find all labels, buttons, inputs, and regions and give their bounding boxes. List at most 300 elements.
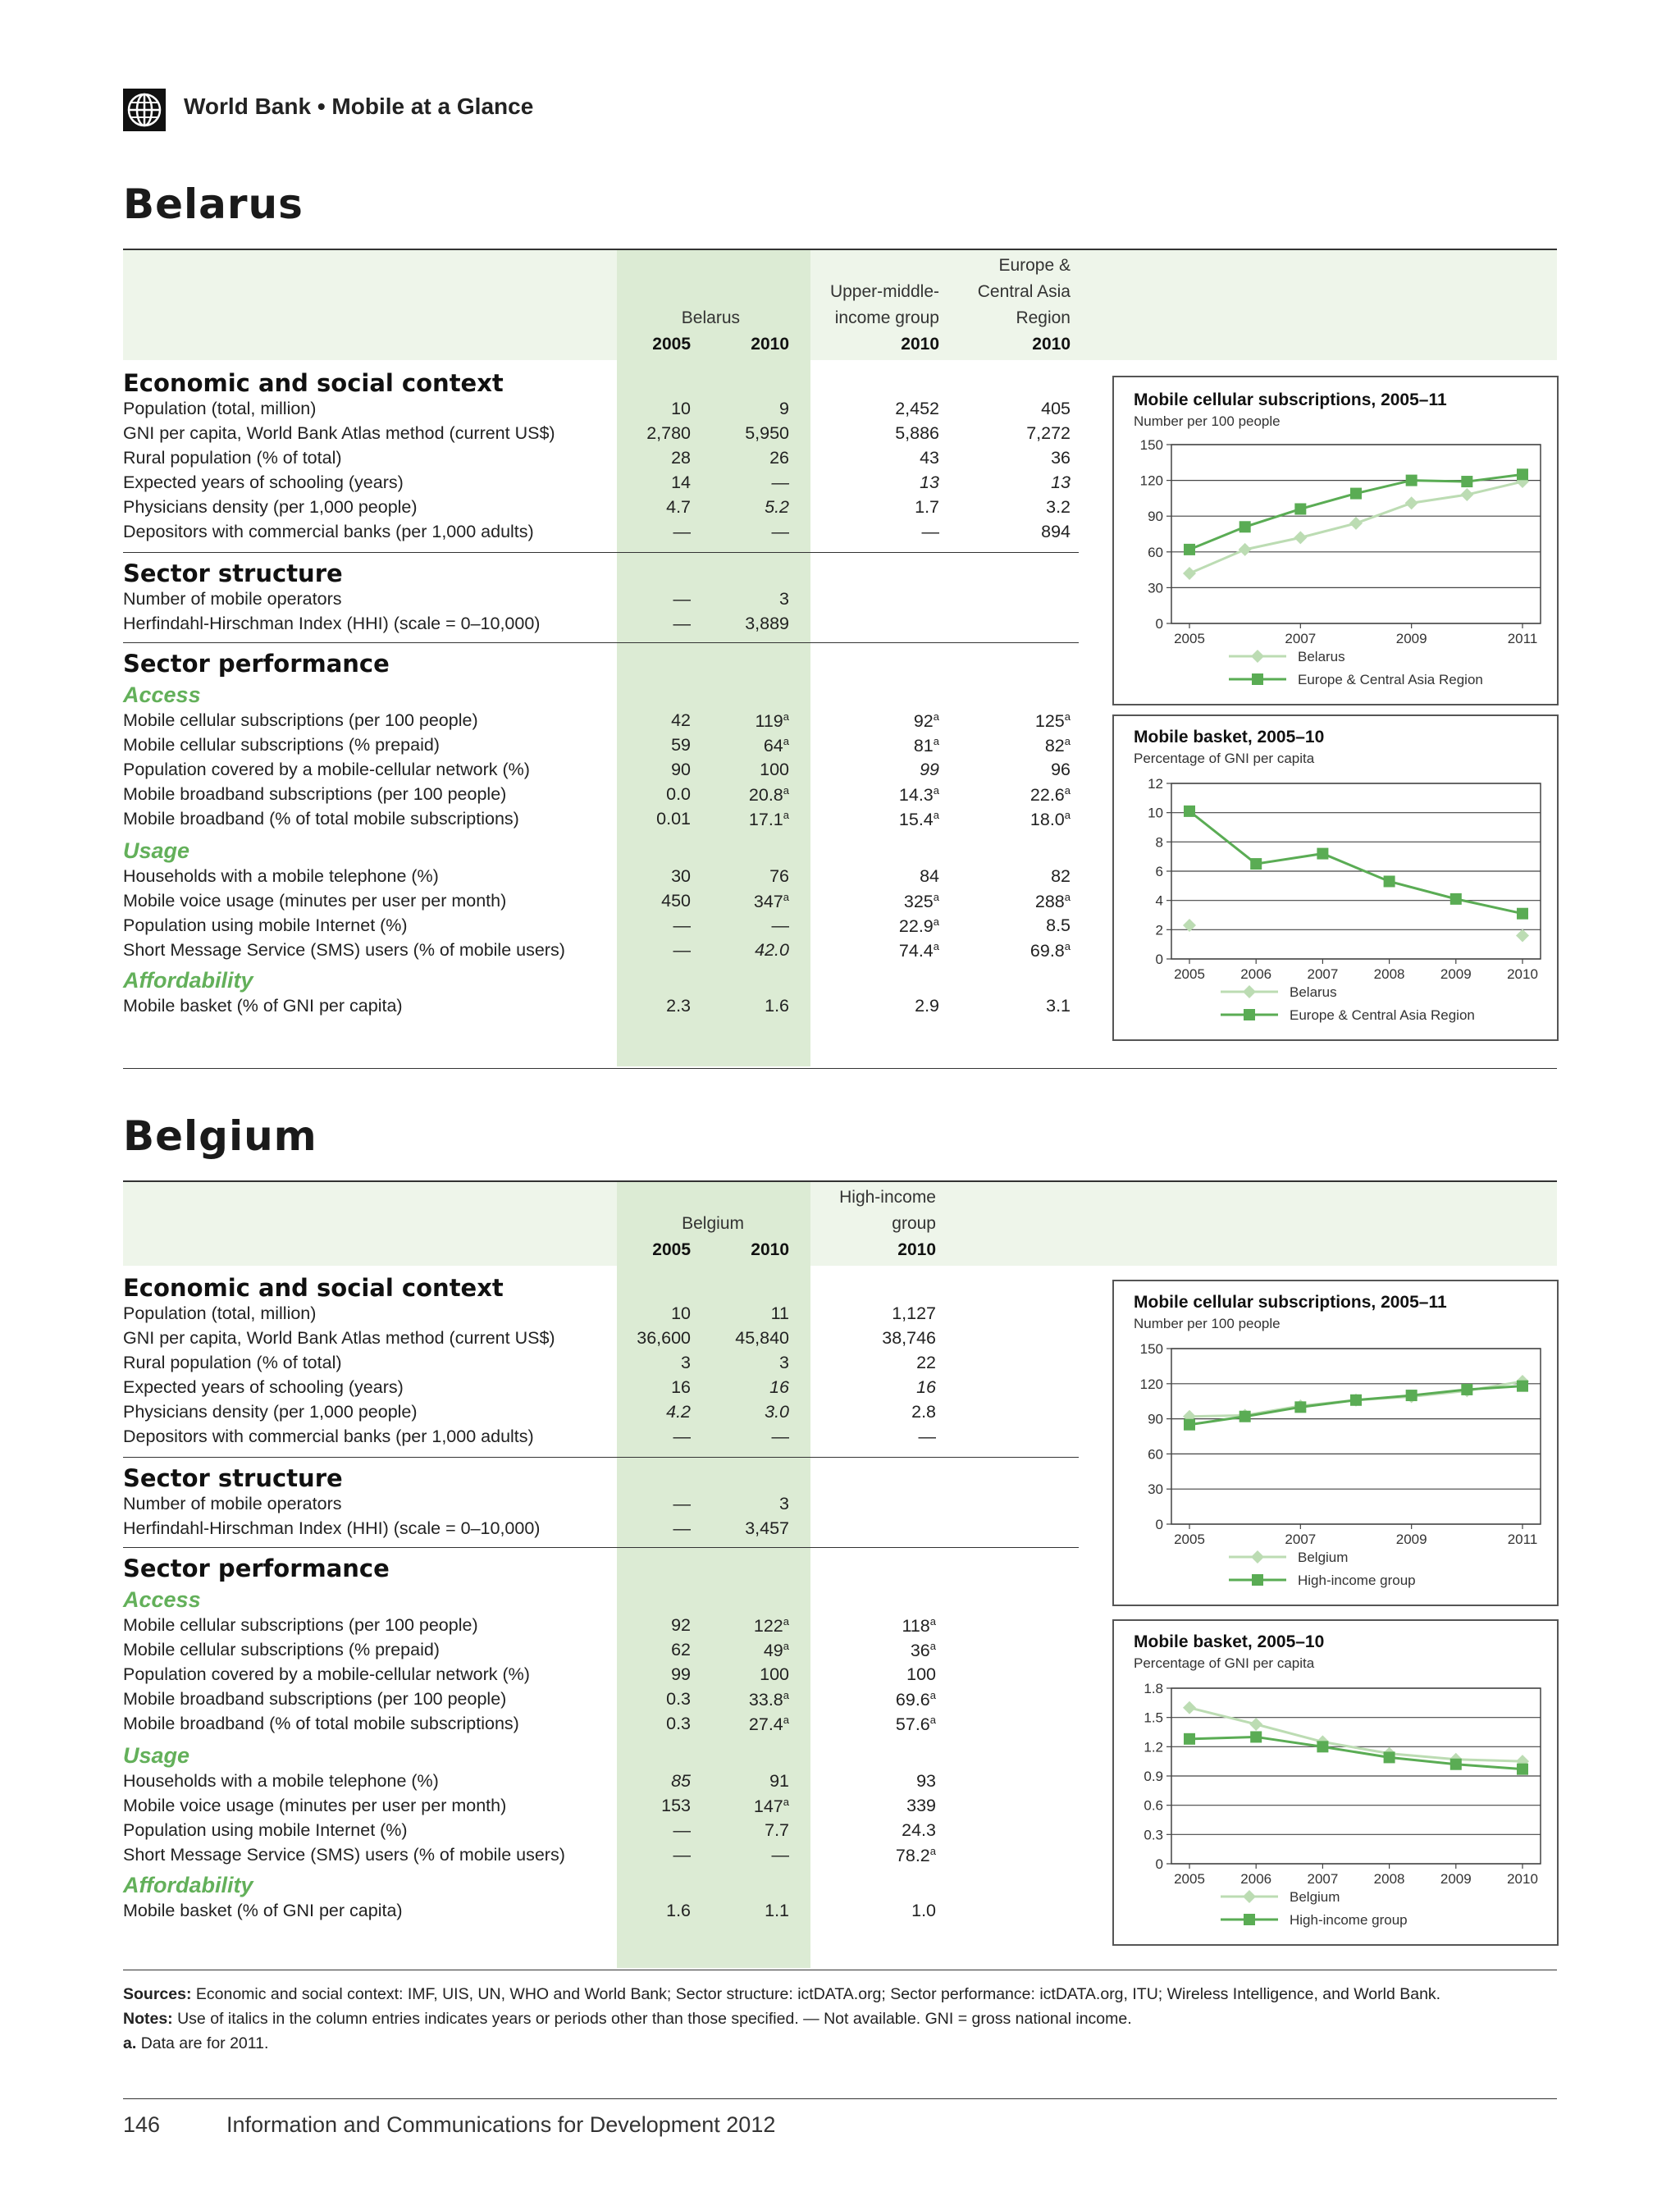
footnote-marker: a (933, 891, 939, 903)
y-tick-label: 0 (1155, 952, 1163, 967)
data-point-square (1450, 1759, 1462, 1770)
cell-value: 100 (760, 760, 789, 779)
cell-value: — (921, 522, 939, 541)
cell-value: 125$^a$ (1034, 710, 1071, 732)
cell-value: 3 (779, 1353, 789, 1372)
cell-value: 14.3$^a$ (898, 784, 939, 806)
cell-value: — (771, 472, 789, 492)
cell-value: 13 (920, 472, 939, 492)
cell-value: 2,780 (646, 423, 691, 443)
cell-value: 76 (769, 866, 789, 886)
data-point-square (1517, 468, 1528, 480)
series-line (1189, 1737, 1522, 1769)
sources-label: Sources: (123, 1985, 192, 2003)
cell-value: 0.3 (666, 1689, 691, 1709)
footnote-marker: a (933, 915, 939, 928)
cell-value: 100 (906, 1664, 936, 1684)
cell-value: 118$^a$ (902, 1615, 936, 1637)
cell-value: 82$^a$ (1044, 735, 1071, 756)
subsection-usage: Usage (123, 1743, 190, 1768)
cell-value: 42 (671, 710, 691, 730)
cell-value: — (673, 1427, 691, 1446)
col-head-year: 2005 (652, 1240, 691, 1259)
col-head-year: 2010 (751, 335, 789, 354)
cell-value: 10 (671, 1303, 691, 1323)
subsection-access: Access (123, 1587, 201, 1612)
x-tick-label: 2010 (1507, 1871, 1538, 1887)
x-tick-label: 2007 (1285, 631, 1317, 646)
row-label: Rural population (% of total) (123, 448, 342, 468)
row-label: Mobile cellular subscriptions (per 100 people) (123, 1615, 478, 1635)
row-label: GNI per capita, World Bank Atlas method (current US$) (123, 1328, 555, 1348)
notes-note (123, 2010, 1557, 2029)
chart-svg (1114, 716, 1557, 1039)
col-head-country: Belarus (681, 308, 740, 327)
chart-subtitle: Number per 100 people (1134, 1316, 1281, 1331)
cell-value: — (918, 1427, 936, 1446)
cell-value: 69.6$^a$ (895, 1689, 936, 1710)
globe-icon (123, 89, 166, 131)
data-point-square (1294, 1401, 1306, 1413)
x-tick-label: 2009 (1395, 1532, 1427, 1547)
cell-value: 8.5 (1046, 915, 1071, 935)
subsection-access: Access (123, 682, 201, 707)
y-tick-label: 0.3 (1144, 1827, 1163, 1843)
subsection-usage: Usage (123, 838, 190, 863)
data-point-diamond (1294, 531, 1307, 544)
cell-value: 22.9$^a$ (898, 915, 939, 937)
legend-label: Belgium (1290, 1889, 1340, 1905)
data-point-square (1184, 1733, 1195, 1745)
country-title-belgium: Belgium (123, 1112, 317, 1160)
cell-value: 153 (661, 1796, 691, 1815)
footnote-marker: a (933, 784, 939, 797)
divider (123, 2098, 1557, 2099)
chart-title: Mobile cellular subscriptions, 2005–11 (1134, 1293, 1447, 1312)
cell-value: 347$^a$ (753, 891, 789, 912)
y-tick-label: 0.6 (1144, 1797, 1163, 1814)
x-tick-label: 2011 (1507, 1532, 1538, 1547)
cell-value: 92$^a$ (913, 710, 939, 732)
chart-belarus-subscriptions (1112, 376, 1559, 705)
data-point-diamond (1243, 1890, 1256, 1903)
data-point-square (1406, 475, 1418, 486)
divider (123, 552, 1079, 553)
x-tick-label: 2008 (1373, 966, 1405, 982)
cell-value: 9 (779, 399, 789, 418)
cell-value: 38,746 (882, 1328, 936, 1348)
plot-frame (1171, 1349, 1541, 1524)
divider (123, 1547, 1079, 1548)
cell-value: 15.4$^a$ (898, 809, 939, 830)
cell-value: 3.0 (765, 1402, 789, 1422)
cell-value: 5,886 (895, 423, 939, 443)
row-label: Mobile basket (% of GNI per capita) (123, 996, 403, 1016)
row-label: Physicians density (per 1,000 people) (123, 497, 418, 517)
data-point-diamond (1349, 517, 1363, 530)
data-point-square (1294, 503, 1306, 514)
row-label: Population using mobile Internet (%) (123, 1820, 408, 1840)
cell-value: 119$^a$ (755, 710, 789, 732)
footnote-marker: a (1064, 809, 1071, 821)
cell-value: 3,457 (745, 1518, 789, 1538)
data-point-square (1384, 875, 1395, 887)
cell-value: 16 (916, 1377, 936, 1397)
footnote-marker: a (783, 1714, 789, 1726)
legend-label: High-income group (1298, 1573, 1416, 1588)
y-tick-label: 1.5 (1144, 1710, 1163, 1726)
section-heading-structure: Sector structure (123, 559, 343, 587)
cell-value: 49$^a$ (763, 1640, 789, 1661)
data-point-diamond (1405, 496, 1418, 509)
footnote-marker: a (933, 735, 939, 747)
cell-value: — (673, 1820, 691, 1840)
data-point-square (1244, 1009, 1255, 1020)
chart-subtitle: Percentage of GNI per capita (1134, 1655, 1315, 1671)
col-head-group: High-income (839, 1188, 936, 1207)
footnote-marker: a (1064, 940, 1071, 952)
cell-value: 30 (671, 866, 691, 886)
chart-subtitle: Percentage of GNI per capita (1134, 751, 1315, 766)
cell-value: 99 (671, 1664, 691, 1684)
cell-value: 16 (769, 1377, 789, 1397)
y-tick-label: 90 (1148, 1411, 1163, 1427)
cell-value: 57.6$^a$ (895, 1714, 936, 1735)
footnote-marker: a (933, 710, 939, 723)
cell-value: — (673, 1518, 691, 1538)
footnote-marker: a (929, 1714, 936, 1726)
cell-value: 1.7 (915, 497, 939, 517)
data-point-square (1517, 1764, 1528, 1775)
cell-value: 288$^a$ (1034, 891, 1071, 912)
divider (123, 642, 1079, 643)
chart-belgium-subscriptions (1112, 1280, 1559, 1606)
cell-value: — (771, 915, 789, 935)
data-point-square (1350, 1395, 1362, 1406)
legend-label: Europe & Central Asia Region (1298, 672, 1483, 687)
x-tick-label: 2008 (1373, 1871, 1405, 1887)
col-head-group: group (892, 1214, 936, 1233)
cell-value: 14 (671, 472, 691, 492)
row-label: Households with a mobile telephone (%) (123, 1771, 439, 1791)
data-point-square (1239, 1411, 1251, 1422)
publication-title: Information and Communications for Development 2012 (226, 2112, 776, 2137)
cell-value: — (673, 1494, 691, 1513)
chart-belgium-basket (1112, 1619, 1559, 1946)
footnote-marker: a (783, 784, 789, 797)
row-label: Households with a mobile telephone (%) (123, 866, 439, 886)
cell-value: 27.4$^a$ (748, 1714, 789, 1735)
cell-value: — (673, 915, 691, 935)
y-tick-label: 60 (1148, 1446, 1163, 1463)
cell-value: — (771, 1845, 789, 1865)
cell-value: 4.2 (666, 1402, 691, 1422)
row-label: Mobile voice usage (minutes per user per month) (123, 891, 507, 911)
chart-title: Mobile basket, 2005–10 (1134, 728, 1325, 746)
cell-value: 1.0 (911, 1901, 936, 1920)
header-title: World Bank • Mobile at a Glance (184, 94, 534, 119)
x-tick-label: 2010 (1507, 966, 1538, 982)
footnote-marker: a (1064, 784, 1071, 797)
cell-value: 42.0 (755, 940, 789, 960)
y-tick-label: 120 (1139, 1376, 1163, 1392)
data-point-diamond (1183, 567, 1196, 580)
col-head-year: 2010 (897, 1240, 936, 1259)
cell-value: 84 (920, 866, 939, 886)
footnote-marker: a (783, 1615, 789, 1628)
row-label: Population (total, million) (123, 1303, 317, 1323)
y-tick-label: 2 (1155, 922, 1163, 938)
footnote-a-label: a. (123, 2034, 137, 2052)
cell-value: 10 (671, 399, 691, 418)
data-point-diamond (1249, 1718, 1262, 1731)
chart-svg (1114, 1281, 1557, 1605)
cell-value: 147$^a$ (753, 1796, 789, 1817)
data-point-square (1250, 1731, 1262, 1742)
section-heading-performance: Sector performance (123, 650, 390, 678)
cell-value: 3,889 (745, 614, 789, 633)
footnote-marker: a (783, 1689, 789, 1701)
cell-value: 2.9 (915, 996, 939, 1016)
row-label: GNI per capita, World Bank Atlas method (current US$) (123, 423, 555, 443)
row-label: Short Message Service (SMS) users (% of mobile users) (123, 1845, 565, 1865)
x-tick-label: 2007 (1307, 966, 1339, 982)
y-tick-label: 90 (1148, 509, 1163, 525)
cell-value: 339 (906, 1796, 936, 1815)
cell-value: 24.3 (902, 1820, 936, 1840)
row-label: Population covered by a mobile-cellular network (%) (123, 760, 530, 779)
row-label: Mobile basket (% of GNI per capita) (123, 1901, 403, 1920)
series-line (1189, 811, 1522, 914)
footnote-a-text: Data are for 2011. (140, 2034, 269, 2052)
x-tick-label: 2006 (1240, 966, 1272, 982)
chart-belarus-basket (1112, 714, 1559, 1041)
cell-value: — (673, 940, 691, 960)
cell-value: 33.8$^a$ (748, 1689, 789, 1710)
cell-value: — (673, 1845, 691, 1865)
footnote-marker: a (1064, 735, 1071, 747)
data-point-square (1461, 476, 1472, 487)
x-tick-label: 2009 (1440, 1871, 1472, 1887)
cell-value: 78.2$^a$ (895, 1845, 936, 1866)
cell-value: 91 (769, 1771, 789, 1791)
x-tick-label: 2005 (1174, 1532, 1205, 1547)
cell-value: 18.0$^a$ (1029, 809, 1071, 830)
col-head-region: Region (1016, 308, 1071, 327)
footnote-marker: a (783, 891, 789, 903)
cell-value: 2.8 (911, 1402, 936, 1422)
cell-value: 96 (1051, 760, 1071, 779)
row-label: Physicians density (per 1,000 people) (123, 1402, 418, 1422)
cell-value: 22 (916, 1353, 936, 1372)
notes-label: Notes: (123, 2010, 173, 2028)
sources-note (123, 1985, 1557, 2004)
cell-value: 28 (671, 448, 691, 468)
cell-value: 45,840 (735, 1328, 789, 1348)
cell-value: 100 (760, 1664, 789, 1684)
y-tick-label: 0 (1155, 616, 1163, 632)
cell-value: 59 (671, 735, 691, 755)
cell-value: 7,272 (1026, 423, 1071, 443)
cell-value: 43 (920, 448, 939, 468)
cell-value: 36 (1051, 448, 1071, 468)
section-heading-structure: Sector structure (123, 1464, 343, 1492)
y-tick-label: 10 (1148, 805, 1163, 821)
section-heading-performance: Sector performance (123, 1554, 390, 1582)
cell-value: 74.4$^a$ (898, 940, 939, 961)
cell-value: 69.8$^a$ (1029, 940, 1071, 961)
row-label: Population (total, million) (123, 399, 317, 418)
cell-value: 2.3 (666, 996, 691, 1016)
row-label: Expected years of schooling (years) (123, 472, 404, 492)
cell-value: 894 (1041, 522, 1071, 541)
data-point-diamond (1251, 1550, 1264, 1564)
cell-value: 20.8$^a$ (748, 784, 789, 806)
data-point-square (1244, 1914, 1255, 1925)
footnote-marker: a (1064, 710, 1071, 723)
y-tick-label: 150 (1139, 437, 1163, 453)
cell-value: 3 (779, 589, 789, 609)
data-point-square (1406, 1390, 1418, 1401)
cell-value: 325$^a$ (903, 891, 939, 912)
col-head-country: Belgium (682, 1214, 744, 1233)
world-bank-logo (123, 89, 166, 131)
y-tick-label: 1.2 (1144, 1739, 1163, 1755)
data-point-square (1461, 1384, 1472, 1395)
divider (123, 1068, 1557, 1069)
subsection-affordability: Affordability (123, 1873, 253, 1897)
cell-value: 405 (1041, 399, 1071, 418)
footnote-marker: a (783, 710, 789, 723)
data-point-diamond (1251, 650, 1264, 663)
cell-value: 93 (916, 1771, 936, 1791)
cell-value: 122$^a$ (753, 1615, 789, 1637)
x-tick-label: 2009 (1440, 966, 1472, 982)
cell-value: 0.0 (666, 784, 691, 804)
cell-value: 0.3 (666, 1714, 691, 1733)
row-label: Herfindahl-Hirschman Index (HHI) (scale = 0–10,000) (123, 614, 541, 633)
row-label: Population using mobile Internet (%) (123, 915, 408, 935)
section-heading-econ: Economic and social context (123, 1274, 504, 1302)
cell-value: — (673, 589, 691, 609)
x-tick-label: 2009 (1395, 631, 1427, 646)
y-tick-label: 150 (1139, 1341, 1163, 1357)
chart-title: Mobile cellular subscriptions, 2005–11 (1134, 390, 1447, 409)
y-tick-label: 4 (1155, 892, 1163, 909)
footnote-marker: a (783, 1640, 789, 1652)
y-tick-label: 0.9 (1144, 1769, 1163, 1784)
cell-value: 3 (779, 1494, 789, 1513)
y-tick-label: 120 (1139, 472, 1163, 489)
cell-value: 0.01 (656, 809, 691, 829)
cell-value: 64$^a$ (763, 735, 789, 756)
footnote-marker: a (783, 1796, 789, 1808)
data-point-square (1317, 848, 1328, 860)
divider (123, 1457, 1079, 1458)
col-head-year: 2005 (652, 335, 691, 354)
data-point-diamond (1460, 488, 1473, 501)
data-point-diamond (1516, 929, 1529, 942)
footnote-marker: a (1064, 891, 1071, 903)
row-label: Short Message Service (SMS) users (% of mobile users) (123, 940, 565, 960)
cell-value: — (673, 614, 691, 633)
data-point-square (1384, 1751, 1395, 1763)
y-tick-label: 30 (1148, 1481, 1163, 1498)
row-label: Mobile broadband subscriptions (per 100 people) (123, 784, 507, 804)
footnote-marker: a (929, 1845, 936, 1857)
data-point-square (1252, 1574, 1263, 1586)
row-label: Mobile voice usage (minutes per user per month) (123, 1796, 507, 1815)
chart-subtitle: Number per 100 people (1134, 413, 1281, 429)
section-heading-econ: Economic and social context (123, 369, 504, 397)
row-label: Depositors with commercial banks (per 1,000 adults) (123, 1427, 534, 1446)
data-point-square (1239, 521, 1251, 532)
cell-value: 11 (770, 1303, 789, 1323)
chart-svg (1114, 377, 1557, 704)
x-tick-label: 2007 (1285, 1532, 1317, 1547)
row-label: Depositors with commercial banks (per 1,000 adults) (123, 522, 534, 541)
cell-value: 1.1 (765, 1901, 789, 1920)
cell-value: 22.6$^a$ (1029, 784, 1071, 806)
footnote-marker: a (933, 809, 939, 821)
x-tick-label: 2006 (1240, 1871, 1272, 1887)
data-point-square (1250, 858, 1262, 870)
cell-value: 36$^a$ (910, 1640, 936, 1661)
cell-value: 5,950 (745, 423, 789, 443)
subsection-affordability: Affordability (123, 968, 253, 993)
legend-label: High-income group (1290, 1912, 1408, 1928)
footnote-marker: a (929, 1640, 936, 1652)
cell-value: 1.6 (765, 996, 789, 1016)
x-tick-label: 2007 (1307, 1871, 1339, 1887)
x-tick-label: 2005 (1174, 631, 1205, 646)
cell-value: 85 (671, 1771, 691, 1791)
col-head-group: Upper-middle- (829, 282, 939, 301)
row-label: Mobile cellular subscriptions (per 100 people) (123, 710, 478, 730)
chart-title: Mobile basket, 2005–10 (1134, 1632, 1325, 1651)
row-label: Mobile cellular subscriptions (% prepaid) (123, 735, 440, 755)
cell-value: 1.6 (666, 1901, 691, 1920)
row-label: Population covered by a mobile-cellular network (%) (123, 1664, 530, 1684)
legend-label: Belarus (1290, 984, 1337, 1000)
row-label: Number of mobile operators (123, 589, 342, 609)
cell-value: 3.2 (1046, 497, 1071, 517)
row-label: Mobile cellular subscriptions (% prepaid) (123, 1640, 440, 1659)
cell-value: 81$^a$ (913, 735, 939, 756)
data-point-square (1184, 544, 1195, 555)
cell-value: 26 (769, 448, 789, 468)
cell-value: — (771, 522, 789, 541)
data-point-square (1317, 1741, 1328, 1752)
data-point-square (1517, 1381, 1528, 1392)
cell-value: 17.1$^a$ (748, 809, 789, 830)
cell-value: 4.7 (666, 497, 691, 517)
sources-text: Economic and social context: IMF, UIS, UN, WHO and World Bank; Sector structure: ictDATA.org; Sector performance: ictDATA.org, ITU; Wireless Intelligence, and World Bank. (195, 1985, 1441, 2003)
cell-value: 99 (920, 760, 939, 779)
y-tick-label: 60 (1148, 544, 1163, 560)
row-label: Herfindahl-Hirschman Index (HHI) (scale = 0–10,000) (123, 1518, 541, 1538)
col-head-year: 2010 (1032, 335, 1071, 354)
footnote-marker: a (929, 1615, 936, 1628)
footnote-marker: a (783, 809, 789, 821)
cell-value: 82 (1051, 866, 1071, 886)
data-point-square (1450, 893, 1462, 905)
data-point-square (1184, 1419, 1195, 1431)
y-tick-label: 6 (1155, 864, 1163, 879)
row-label: Mobile broadband subscriptions (per 100 people) (123, 1689, 507, 1709)
data-point-diamond (1183, 1701, 1196, 1714)
data-point-square (1350, 488, 1362, 500)
